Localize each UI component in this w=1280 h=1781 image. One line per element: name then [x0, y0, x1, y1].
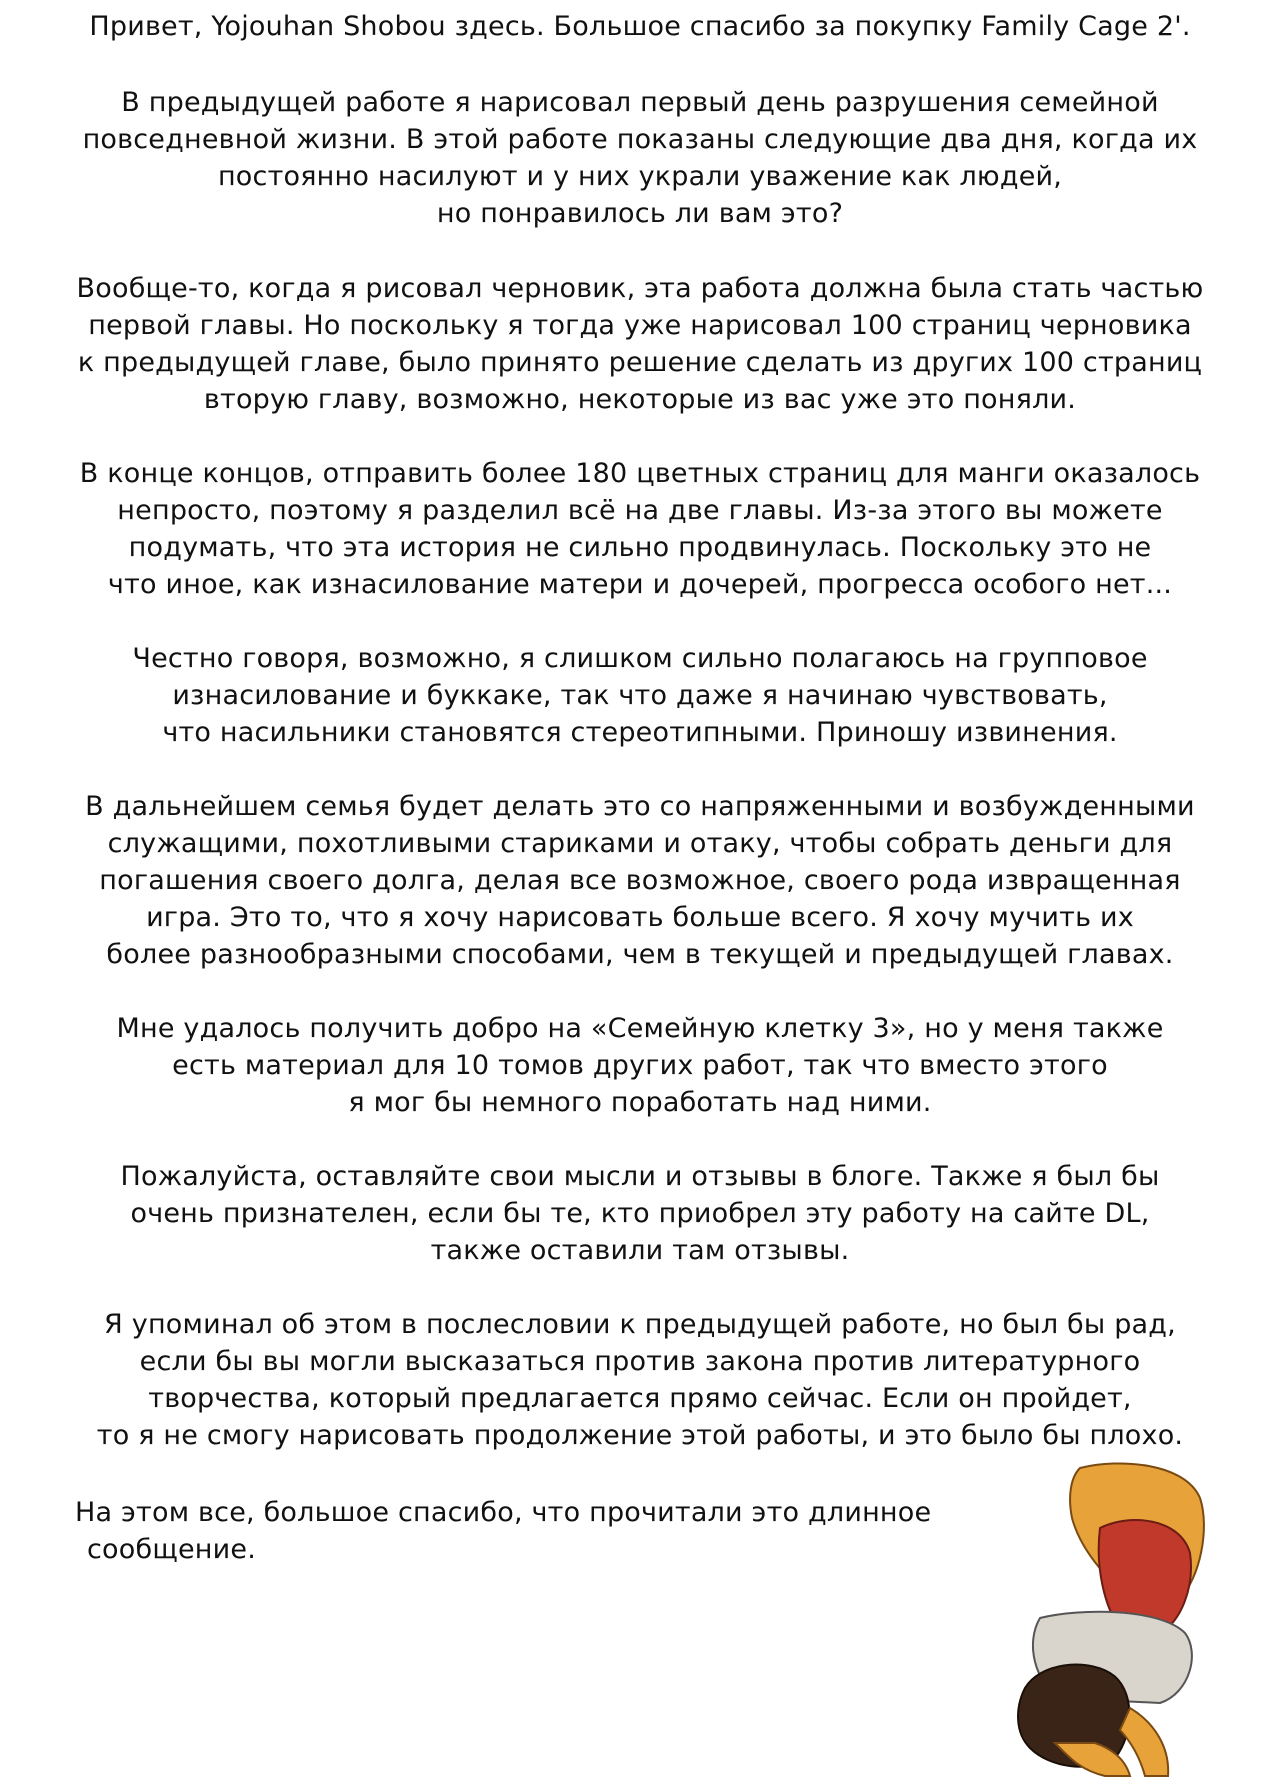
greeting-paragraph — [0, 8, 1280, 45]
illustration-arm-right — [1120, 1708, 1168, 1776]
text-line: что насильники становятся стереотипными. Приношу извинения. — [162, 717, 1118, 748]
text-line: Привет, Yojouhan Shobou здесь. Большое спасибо за покупку Family Cage 2'. — [89, 11, 1191, 42]
future-plans-paragraph — [0, 788, 1280, 973]
text-line: очень признателен, если бы те, кто приобрел эту работу на сайте DL, — [130, 1198, 1150, 1229]
text-line: Честно говоря, возможно, я слишком сильно полагаюсь на групповое — [132, 643, 1148, 674]
text-line: сообщение. — [87, 1534, 256, 1565]
text-line: Мне удалось получить добро на «Семейную клетку 3», но у меня также — [116, 1013, 1164, 1044]
text-line: что иное, как изнасилование матери и дочерей, прогресса особого нет... — [107, 569, 1173, 600]
text-line: вторую главу, возможно, некоторые из вас уже это поняли. — [203, 384, 1077, 415]
law-paragraph — [0, 1306, 1280, 1454]
text-line: служащими, похотливыми стариками и отаку, чтобы собрать деньги для — [107, 828, 1173, 859]
feedback-paragraph — [0, 1158, 1280, 1269]
text-line: более разнообразными способами, чем в текущей и предыдущей главах. — [106, 939, 1174, 970]
character-illustration — [1010, 1458, 1280, 1781]
text-line: Я упоминал об этом в послесловии к предыдущей работе, но был бы рад, — [104, 1309, 1176, 1340]
text-line: непросто, поэтому я разделил всё на две главы. Из-за этого вы можете — [117, 495, 1163, 526]
text-line: также оставили там отзывы. — [430, 1235, 850, 1266]
text-line: изнасилование и буккаке, так что даже я начинаю чувствовать, — [172, 680, 1108, 711]
text-line: Вообще-то, когда я рисовал черновик, эта работа должна была стать частью — [76, 273, 1204, 304]
text-line: погашения своего долга, делая все возможное, своего рода извращенная — [99, 865, 1181, 896]
text-line: но понравилось ли вам это? — [436, 198, 844, 229]
text-line: есть материал для 10 томов других работ, так что вместо этого — [172, 1050, 1108, 1081]
text-line: если бы вы могли высказаться против закона против литературного — [139, 1346, 1141, 1377]
text-line: постоянно насилуют и у них украли уважение как людей, — [217, 161, 1063, 192]
closing-paragraph — [75, 1494, 1015, 1568]
sequel-paragraph — [0, 1010, 1280, 1121]
text-line: игра. Это то, что я хочу нарисовать больше всего. Я хочу мучить их — [146, 902, 1134, 933]
text-line: В дальнейшем семья будет делать это со напряженными и возбужденными — [85, 791, 1195, 822]
text-line: я мог бы немного поработать над ними. — [348, 1087, 932, 1118]
draft-paragraph — [0, 270, 1280, 418]
text-line: В конце концов, отправить более 180 цветных страниц для манги оказалось — [79, 458, 1201, 489]
previous-work-paragraph — [0, 84, 1280, 232]
text-line: повседневной жизни. В этой работе показаны следующие два дня, когда их — [82, 124, 1198, 155]
text-line: к предыдущей главе, было принято решение сделать из других 100 страниц — [77, 347, 1203, 378]
text-line: В предыдущей работе я нарисовал первый день разрушения семейной — [121, 87, 1159, 118]
honesty-paragraph — [0, 640, 1280, 751]
text-line: то я не смогу нарисовать продолжение этой работы, и это было бы плохо. — [96, 1420, 1184, 1451]
text-line: На этом все, большое спасибо, что прочитали это длинное — [75, 1497, 932, 1528]
text-line: Пожалуйста, оставляйте свои мысли и отзывы в блоге. Также я был бы — [120, 1161, 1160, 1192]
text-line: творчества, который предлагается прямо сейчас. Если он пройдет, — [148, 1383, 1132, 1414]
pages-paragraph — [0, 455, 1280, 603]
text-line: подумать, что эта история не сильно продвинулась. Поскольку это не — [128, 532, 1152, 563]
text-line: первой главы. Но поскольку я тогда уже нарисовал 100 страниц черновика — [88, 310, 1192, 341]
